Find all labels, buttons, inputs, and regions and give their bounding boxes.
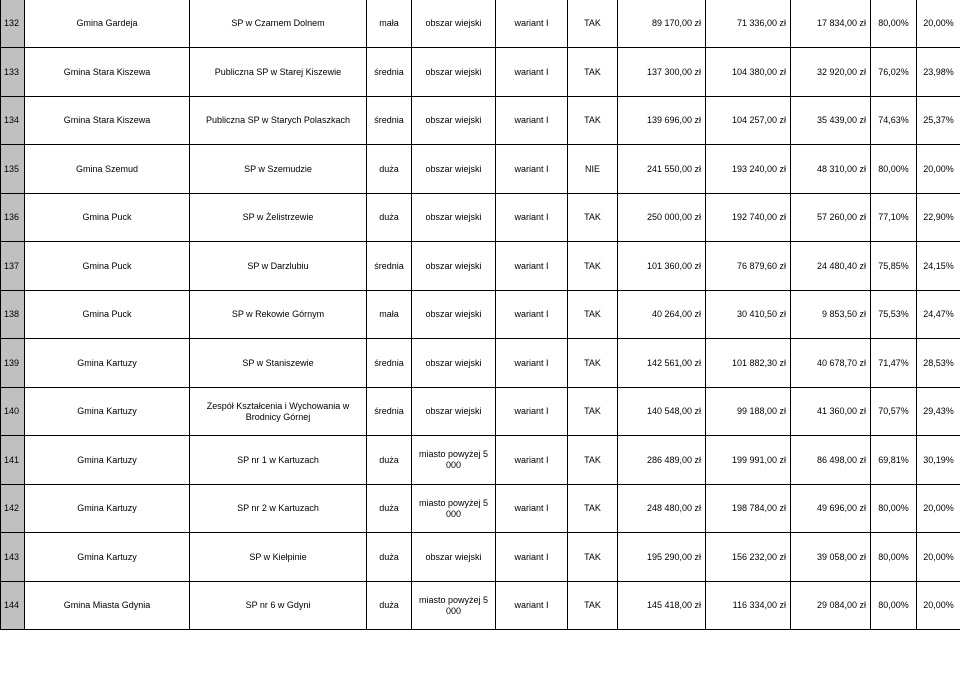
own-percent-cell: 30,19% [917,436,960,485]
subsidy-amount-cell: 30 410,50 zł [706,291,791,339]
row-number: 137 [1,242,25,291]
table-row [1,388,960,436]
total-amount-cell: 142 561,00 zł [618,339,706,388]
variant-cell: wariant I [496,436,568,485]
own-percent-cell: 24,47% [917,291,960,339]
area-cell: obszar wiejski [412,242,496,291]
table-row [1,0,960,48]
area-cell: obszar wiejski [412,388,496,436]
own-contribution-cell: 40 678,70 zł [791,339,871,388]
table-row [1,242,960,291]
row-number: 142 [1,485,25,533]
total-amount-cell: 250 000,00 zł [618,194,706,242]
table-row [1,533,960,582]
gmina-cell: Gmina Szemud [25,145,190,194]
table-row [1,339,960,388]
own-contribution-cell: 49 696,00 zł [791,485,871,533]
subsidy-amount-cell: 198 784,00 zł [706,485,791,533]
area-cell: obszar wiejski [412,145,496,194]
area-cell: obszar wiejski [412,48,496,97]
row-number: 133 [1,48,25,97]
yes-no-cell: TAK [568,436,618,485]
row-number: 138 [1,291,25,339]
size-cell: średnia [367,388,412,436]
size-cell: duża [367,485,412,533]
area-cell: miasto powyżej 5 000 [412,436,496,485]
subsidy-percent-cell: 80,00% [871,145,917,194]
variant-cell: wariant I [496,145,568,194]
area-cell: miasto powyżej 5 000 [412,582,496,630]
subsidy-percent-cell: 74,63% [871,97,917,145]
yes-no-cell: TAK [568,582,618,630]
subsidy-amount-cell: 104 257,00 zł [706,97,791,145]
yes-no-cell: TAK [568,97,618,145]
variant-cell: wariant I [496,242,568,291]
school-cell: SP w Rekowie Górnym [190,291,367,339]
subsidy-percent-cell: 71,47% [871,339,917,388]
school-cell: Publiczna SP w Starej Kiszewie [190,48,367,97]
school-cell: Zespół Kształcenia i Wychowania w Brodnicy Górnej [190,388,367,436]
variant-cell: wariant I [496,485,568,533]
table-row [1,48,960,97]
area-cell: obszar wiejski [412,97,496,145]
row-number: 143 [1,533,25,582]
total-amount-cell: 248 480,00 zł [618,485,706,533]
own-percent-cell: 25,37% [917,97,960,145]
gmina-cell: Gmina Gardeja [25,0,190,48]
total-amount-cell: 101 360,00 zł [618,242,706,291]
gmina-cell: Gmina Kartuzy [25,533,190,582]
gmina-cell: Gmina Kartuzy [25,388,190,436]
table-row [1,485,960,533]
variant-cell: wariant I [496,0,568,48]
subsidy-amount-cell: 199 991,00 zł [706,436,791,485]
row-number: 139 [1,339,25,388]
variant-cell: wariant I [496,533,568,582]
own-percent-cell: 29,43% [917,388,960,436]
total-amount-cell: 145 418,00 zł [618,582,706,630]
total-amount-cell: 241 550,00 zł [618,145,706,194]
area-cell: obszar wiejski [412,0,496,48]
size-cell: mała [367,0,412,48]
table-row [1,194,960,242]
row-number: 136 [1,194,25,242]
subsidy-percent-cell: 76,02% [871,48,917,97]
size-cell: średnia [367,97,412,145]
size-cell: duża [367,436,412,485]
own-contribution-cell: 86 498,00 zł [791,436,871,485]
own-contribution-cell: 41 360,00 zł [791,388,871,436]
yes-no-cell: TAK [568,291,618,339]
subsidy-percent-cell: 80,00% [871,533,917,582]
gmina-cell: Gmina Kartuzy [25,485,190,533]
gmina-cell: Gmina Puck [25,242,190,291]
own-percent-cell: 23,98% [917,48,960,97]
area-cell: obszar wiejski [412,339,496,388]
table-row [1,291,960,339]
own-contribution-cell: 48 310,00 zł [791,145,871,194]
row-number: 134 [1,97,25,145]
own-contribution-cell: 29 084,00 zł [791,582,871,630]
subsidy-percent-cell: 75,53% [871,291,917,339]
subsidy-percent-cell: 80,00% [871,0,917,48]
own-percent-cell: 22,90% [917,194,960,242]
yes-no-cell: TAK [568,339,618,388]
yes-no-cell: TAK [568,48,618,97]
own-percent-cell: 24,15% [917,242,960,291]
own-contribution-cell: 24 480,40 zł [791,242,871,291]
table-body [1,0,960,630]
gmina-cell: Gmina Puck [25,291,190,339]
yes-no-cell: TAK [568,194,618,242]
size-cell: duża [367,533,412,582]
variant-cell: wariant I [496,388,568,436]
variant-cell: wariant I [496,194,568,242]
subsidy-percent-cell: 77,10% [871,194,917,242]
own-contribution-cell: 9 853,50 zł [791,291,871,339]
school-cell: SP w Czarnem Dolnem [190,0,367,48]
yes-no-cell: TAK [568,242,618,291]
size-cell: średnia [367,242,412,291]
own-percent-cell: 20,00% [917,582,960,630]
total-amount-cell: 137 300,00 zł [618,48,706,97]
school-cell: SP w Żelistrzewie [190,194,367,242]
total-amount-cell: 139 696,00 zł [618,97,706,145]
subsidy-amount-cell: 156 232,00 zł [706,533,791,582]
own-percent-cell: 20,00% [917,0,960,48]
total-amount-cell: 89 170,00 zł [618,0,706,48]
area-cell: obszar wiejski [412,533,496,582]
school-cell: SP nr 2 w Kartuzach [190,485,367,533]
total-amount-cell: 195 290,00 zł [618,533,706,582]
own-contribution-cell: 32 920,00 zł [791,48,871,97]
gmina-cell: Gmina Stara Kiszewa [25,97,190,145]
size-cell: średnia [367,339,412,388]
school-cell: SP w Szemudzie [190,145,367,194]
subsidy-amount-cell: 193 240,00 zł [706,145,791,194]
area-cell: obszar wiejski [412,291,496,339]
own-percent-cell: 20,00% [917,145,960,194]
yes-no-cell: TAK [568,388,618,436]
area-cell: miasto powyżej 5 000 [412,485,496,533]
row-number: 144 [1,582,25,630]
gmina-cell: Gmina Miasta Gdynia [25,582,190,630]
own-contribution-cell: 39 058,00 zł [791,533,871,582]
school-cell: SP nr 1 w Kartuzach [190,436,367,485]
size-cell: duża [367,145,412,194]
subsidy-percent-cell: 80,00% [871,582,917,630]
own-contribution-cell: 35 439,00 zł [791,97,871,145]
subsidy-amount-cell: 71 336,00 zł [706,0,791,48]
subsidy-amount-cell: 99 188,00 zł [706,388,791,436]
school-cell: SP nr 6 w Gdyni [190,582,367,630]
school-cell: SP w Darzlubiu [190,242,367,291]
subsidy-percent-cell: 69,81% [871,436,917,485]
size-cell: duża [367,582,412,630]
total-amount-cell: 140 548,00 zł [618,388,706,436]
yes-no-cell: TAK [568,0,618,48]
own-percent-cell: 20,00% [917,533,960,582]
table-row [1,582,960,630]
subsidy-amount-cell: 104 380,00 zł [706,48,791,97]
subsidy-amount-cell: 101 882,30 zł [706,339,791,388]
gmina-cell: Gmina Stara Kiszewa [25,48,190,97]
variant-cell: wariant I [496,582,568,630]
subsidy-amount-cell: 192 740,00 zł [706,194,791,242]
own-contribution-cell: 17 834,00 zł [791,0,871,48]
yes-no-cell: TAK [568,485,618,533]
total-amount-cell: 286 489,00 zł [618,436,706,485]
row-number: 141 [1,436,25,485]
school-cell: SP w Staniszewie [190,339,367,388]
own-contribution-cell: 57 260,00 zł [791,194,871,242]
total-amount-cell: 40 264,00 zł [618,291,706,339]
variant-cell: wariant I [496,48,568,97]
school-cell: Publiczna SP w Starych Polaszkach [190,97,367,145]
row-number: 135 [1,145,25,194]
subsidy-percent-cell: 70,57% [871,388,917,436]
gmina-cell: Gmina Kartuzy [25,339,190,388]
row-number: 132 [1,0,25,48]
size-cell: średnia [367,48,412,97]
subsidy-percent-cell: 80,00% [871,485,917,533]
yes-no-cell: NIE [568,145,618,194]
row-number: 140 [1,388,25,436]
table-row [1,145,960,194]
size-cell: mała [367,291,412,339]
variant-cell: wariant I [496,339,568,388]
variant-cell: wariant I [496,97,568,145]
table-row [1,436,960,485]
school-cell: SP w Kiełpinie [190,533,367,582]
area-cell: obszar wiejski [412,194,496,242]
own-percent-cell: 20,00% [917,485,960,533]
subsidy-amount-cell: 116 334,00 zł [706,582,791,630]
yes-no-cell: TAK [568,533,618,582]
table-row [1,97,960,145]
own-percent-cell: 28,53% [917,339,960,388]
gmina-cell: Gmina Kartuzy [25,436,190,485]
variant-cell: wariant I [496,291,568,339]
subsidy-amount-cell: 76 879,60 zł [706,242,791,291]
subsidy-percent-cell: 75,85% [871,242,917,291]
gmina-cell: Gmina Puck [25,194,190,242]
size-cell: duża [367,194,412,242]
